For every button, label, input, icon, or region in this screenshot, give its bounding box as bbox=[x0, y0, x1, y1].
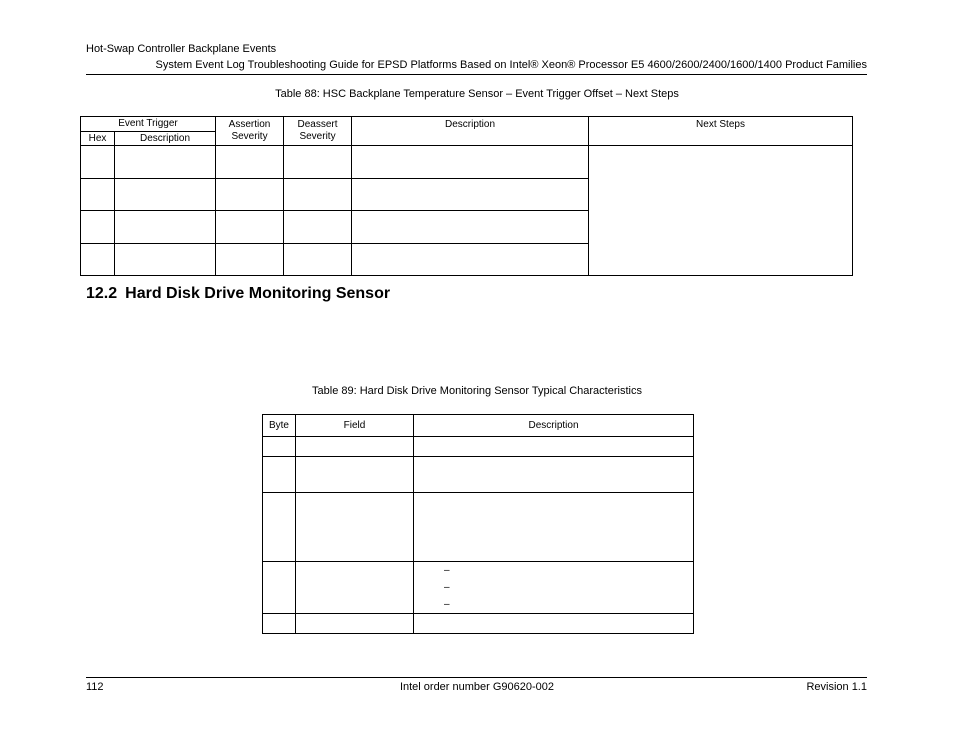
table-cell bbox=[81, 146, 115, 179]
table-cell bbox=[263, 437, 296, 457]
table-cell bbox=[352, 146, 589, 179]
table-cell bbox=[81, 244, 115, 276]
table-cell bbox=[352, 179, 589, 211]
dash-list-cell bbox=[414, 562, 694, 614]
table-row bbox=[263, 457, 694, 493]
table89-caption: Table 89: Hard Disk Drive Monitoring Sensor Typical Characteristics bbox=[312, 385, 642, 397]
page-number: 112 bbox=[86, 681, 104, 693]
table-cell bbox=[263, 614, 296, 634]
table-cell bbox=[284, 211, 352, 244]
table-cell bbox=[296, 493, 414, 562]
table-cell bbox=[81, 179, 115, 211]
dash-item: – bbox=[444, 565, 450, 576]
section-title: Hard Disk Drive Monitoring Sensor bbox=[125, 285, 391, 302]
table-cell bbox=[115, 179, 216, 211]
table-cell bbox=[216, 146, 284, 179]
table-row bbox=[81, 146, 853, 179]
table-cell bbox=[414, 614, 694, 634]
trigger-description-header: Description bbox=[115, 132, 216, 146]
table-cell bbox=[296, 437, 414, 457]
table-row bbox=[263, 493, 694, 562]
table-cell bbox=[263, 562, 296, 614]
table89 bbox=[262, 414, 694, 634]
deassert-severity-header: Deassert Severity bbox=[284, 117, 352, 146]
hex-header: Hex bbox=[81, 132, 115, 146]
table-cell bbox=[263, 493, 296, 562]
header-section-title: Hot-Swap Controller Backplane Events bbox=[86, 43, 277, 55]
table-cell bbox=[296, 614, 414, 634]
header-doc-title: System Event Log Troubleshooting Guide for EPSD Platforms Based on Intel® Xeon® Processor E5 4600/2600/2400/1600/1400 Product Families bbox=[155, 59, 867, 71]
table-cell bbox=[115, 244, 216, 276]
table-cell bbox=[263, 457, 296, 493]
byte-header: Byte bbox=[263, 415, 296, 437]
table-cell bbox=[284, 179, 352, 211]
table-cell bbox=[352, 244, 589, 276]
table-cell bbox=[414, 493, 694, 562]
table-cell bbox=[115, 146, 216, 179]
description-header: Description bbox=[352, 117, 589, 146]
table-cell bbox=[284, 244, 352, 276]
revision: Revision 1.1 bbox=[806, 681, 867, 693]
table-cell bbox=[352, 211, 589, 244]
table-row bbox=[263, 437, 694, 457]
description-header: Description bbox=[414, 415, 694, 437]
table-cell bbox=[81, 211, 115, 244]
table-cell bbox=[414, 437, 694, 457]
next-steps-header: Next Steps bbox=[589, 117, 853, 146]
table-cell bbox=[414, 457, 694, 493]
table-cell bbox=[216, 179, 284, 211]
table88 bbox=[80, 116, 853, 276]
field-header: Field bbox=[296, 415, 414, 437]
footer-rule bbox=[86, 677, 867, 678]
table-cell bbox=[284, 146, 352, 179]
table-row bbox=[263, 614, 694, 634]
table-cell bbox=[296, 457, 414, 493]
table-cell bbox=[216, 244, 284, 276]
table-cell bbox=[296, 562, 414, 614]
dash-item: – bbox=[444, 599, 450, 610]
table-cell bbox=[216, 211, 284, 244]
table-row bbox=[263, 562, 694, 614]
next-steps-cell bbox=[589, 146, 853, 276]
section-number: 12.2 bbox=[86, 285, 118, 302]
dash-item: – bbox=[444, 582, 450, 593]
table88-caption: Table 88: HSC Backplane Temperature Sensor – Event Trigger Offset – Next Steps bbox=[275, 88, 679, 100]
header-rule bbox=[86, 74, 867, 75]
order-number: Intel order number G90620-002 bbox=[399, 681, 555, 693]
section-heading bbox=[86, 285, 390, 303]
assertion-severity-header: Assertion Severity bbox=[216, 117, 284, 146]
event-trigger-header: Event Trigger bbox=[81, 117, 216, 132]
table-cell bbox=[115, 211, 216, 244]
